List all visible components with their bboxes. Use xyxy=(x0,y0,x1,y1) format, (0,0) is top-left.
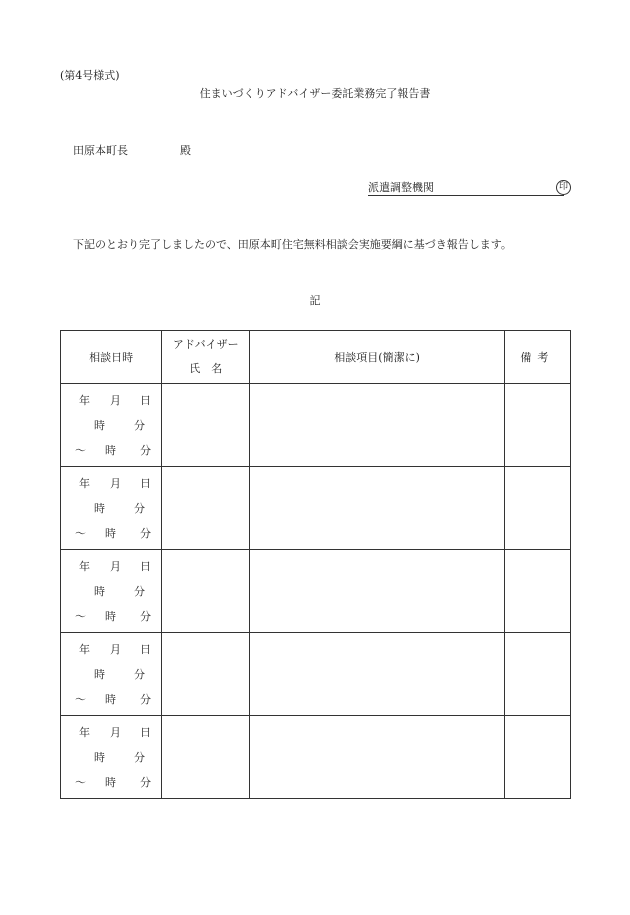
table-row xyxy=(61,467,571,550)
notes-cell[interactable] xyxy=(504,467,570,550)
recipient-name: 田原本町長 xyxy=(73,144,128,157)
datetime-year-label: 年 xyxy=(79,394,90,407)
notes-cell[interactable] xyxy=(504,550,570,633)
datetime-year-label: 年 xyxy=(79,477,90,490)
datetime-cell[interactable] xyxy=(61,467,162,550)
ki-heading: 記 xyxy=(309,294,321,307)
datetime-end-hour-label: 時 xyxy=(105,693,116,706)
advisor-name-cell[interactable] xyxy=(162,550,250,633)
datetime-cell[interactable] xyxy=(61,716,162,799)
datetime-end-hour-label: 時 xyxy=(105,444,116,457)
report-statement: 下記のとおり完了しましたので、田原本町住宅無料相談会実施要綱に基づき報告します。 xyxy=(73,238,512,251)
datetime-end-hour-label: 時 xyxy=(105,610,116,623)
datetime-hour-label: 時 xyxy=(94,585,105,598)
datetime-hour-label: 時 xyxy=(94,668,105,681)
datetime-month-label: 月 xyxy=(110,643,121,656)
datetime-end-hour-label: 時 xyxy=(105,776,116,789)
datetime-year-label: 年 xyxy=(79,560,90,573)
report-table xyxy=(60,330,571,799)
advisor-name-cell[interactable] xyxy=(162,716,250,799)
datetime-month-label: 月 xyxy=(110,477,121,490)
datetime-minute-label: 分 xyxy=(134,502,145,515)
table-row xyxy=(61,384,571,467)
datetime-end-minute-label: 分 xyxy=(140,693,151,706)
consultation-items-cell[interactable] xyxy=(250,467,504,550)
datetime-hour-label: 時 xyxy=(94,419,105,432)
datetime-month-label: 月 xyxy=(110,726,121,739)
table-row xyxy=(61,550,571,633)
seal-mark: 印 xyxy=(556,180,571,195)
document-title: 住まいづくりアドバイザー委託業務完了報告書 xyxy=(199,87,431,100)
datetime-hour-label: 時 xyxy=(94,751,105,764)
form-number: (第4号様式) xyxy=(60,69,120,82)
datetime-year-label: 年 xyxy=(79,726,90,739)
header-items: 相談項目(簡潔に) xyxy=(250,331,504,384)
recipient-honorific: 殿 xyxy=(180,144,191,157)
datetime-month-label: 月 xyxy=(110,394,121,407)
datetime-tilde-label: ～ xyxy=(75,776,86,789)
consultation-items-cell[interactable] xyxy=(250,633,504,716)
consultation-items-cell[interactable] xyxy=(250,716,504,799)
table-row xyxy=(61,716,571,799)
datetime-day-label: 日 xyxy=(140,560,151,573)
datetime-hour-label: 時 xyxy=(94,502,105,515)
datetime-day-label: 日 xyxy=(140,394,151,407)
table-row xyxy=(61,633,571,716)
datetime-cell[interactable] xyxy=(61,633,162,716)
advisor-name-cell[interactable] xyxy=(162,633,250,716)
datetime-tilde-label: ～ xyxy=(75,693,86,706)
header-advisor xyxy=(162,331,250,384)
datetime-minute-label: 分 xyxy=(134,419,145,432)
datetime-day-label: 日 xyxy=(140,726,151,739)
header-notes: 備考 xyxy=(504,331,570,384)
agency-label: 派遣調整機関 xyxy=(368,181,434,194)
datetime-end-minute-label: 分 xyxy=(140,444,151,457)
datetime-minute-label: 分 xyxy=(134,585,145,598)
datetime-tilde-label: ～ xyxy=(75,444,86,457)
datetime-minute-label: 分 xyxy=(134,668,145,681)
notes-cell[interactable] xyxy=(504,384,570,467)
consultation-items-cell[interactable] xyxy=(250,384,504,467)
datetime-day-label: 日 xyxy=(140,643,151,656)
header-advisor-line1: アドバイザー xyxy=(172,338,239,351)
datetime-end-minute-label: 分 xyxy=(140,610,151,623)
datetime-month-label: 月 xyxy=(110,560,121,573)
datetime-tilde-label: ～ xyxy=(75,610,86,623)
datetime-year-label: 年 xyxy=(79,643,90,656)
datetime-end-minute-label: 分 xyxy=(140,527,151,540)
datetime-tilde-label: ～ xyxy=(75,527,86,540)
header-datetime: 相談日時 xyxy=(61,331,162,384)
advisor-name-cell[interactable] xyxy=(162,384,250,467)
notes-cell[interactable] xyxy=(504,633,570,716)
advisor-name-cell[interactable] xyxy=(162,467,250,550)
datetime-cell[interactable] xyxy=(61,384,162,467)
table-header-row xyxy=(61,331,571,384)
header-advisor-line2: 氏 名 xyxy=(189,362,223,375)
notes-cell[interactable] xyxy=(504,716,570,799)
datetime-end-hour-label: 時 xyxy=(105,527,116,540)
datetime-day-label: 日 xyxy=(140,477,151,490)
datetime-end-minute-label: 分 xyxy=(140,776,151,789)
datetime-minute-label: 分 xyxy=(134,751,145,764)
consultation-items-cell[interactable] xyxy=(250,550,504,633)
datetime-cell[interactable] xyxy=(61,550,162,633)
agency-signature-line[interactable] xyxy=(368,182,564,196)
